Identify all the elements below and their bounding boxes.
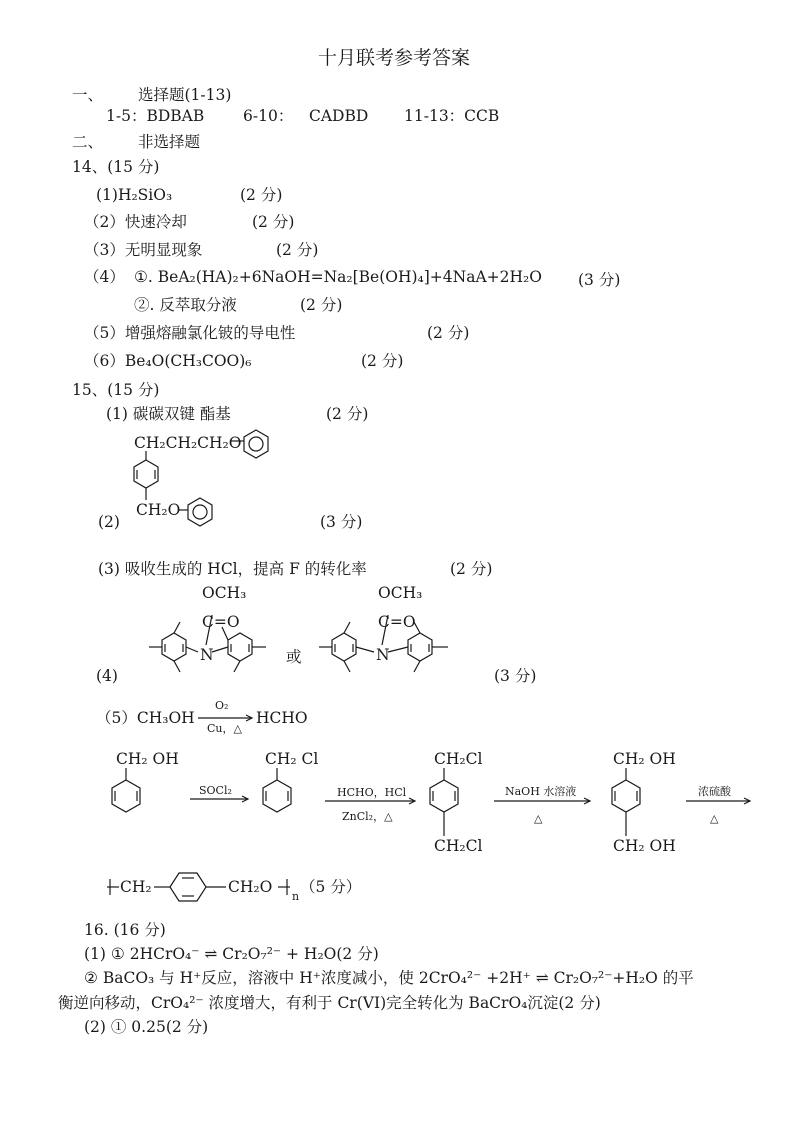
section-label: 选择题(1-13)	[138, 86, 232, 104]
section-number: 二、	[72, 133, 104, 151]
q15-score-3: (2 分)	[450, 560, 493, 578]
q15-4-n-b: N	[376, 646, 390, 664]
q14-score-2: (2 分)	[252, 213, 295, 231]
route-arrow-3-cond-bot: △	[534, 812, 543, 825]
q15-5-product: HCHO	[256, 709, 308, 727]
q14-answer-1: (1)H₂SiO₃	[96, 186, 173, 204]
q15-score-4: (3 分)	[494, 667, 537, 685]
q14-answer-5: （5）增强熔融氯化铍的导电性	[84, 324, 296, 342]
route-4-bottom: CH₂ OH	[613, 837, 676, 855]
q15-score-2: (3 分)	[320, 513, 363, 531]
q14-score-6: (2 分)	[361, 352, 404, 370]
q15-5-cond-bot: Cu，△	[207, 722, 242, 735]
q15-answer-3: (3) 吸收生成的 HCl，提高 F 的转化率	[98, 560, 367, 578]
section-number: 一、	[72, 86, 104, 104]
dichloride-ring	[430, 780, 458, 812]
q16-answer-1-1: (1) ① 2HCrO₄⁻ ⇌ Cr₂O₇²⁻ + H₂O(2 分)	[84, 945, 379, 963]
benzyl-alcohol-ring	[112, 780, 140, 812]
answer-6-10-label: 6-10：	[243, 107, 294, 125]
q14-answer-3: （3）无明显现象	[84, 241, 203, 259]
q14-score-4b: (2 分)	[300, 296, 343, 314]
answer-11-13: 11-13：CCB	[404, 107, 500, 125]
polymer-left-group: CH₂	[120, 878, 152, 896]
q15-2-top-chain: CH₂CH₂CH₂O	[134, 434, 242, 452]
q15-4-co-b: C=O	[378, 613, 416, 631]
route-arrow-1-cond: SOCl₂	[199, 784, 232, 797]
q15-part-2: (2)	[98, 513, 120, 531]
q15-score-1: (2 分)	[326, 405, 369, 423]
page-title: 十月联考参考答案	[318, 47, 471, 69]
q15-4-structure-a	[149, 615, 266, 672]
route-3-top: CH₂Cl	[434, 750, 483, 768]
q14-score-3: (2 分)	[276, 241, 319, 259]
benzyl-chloride-ring	[263, 780, 291, 812]
q16-heading: 16. (16 分)	[84, 921, 166, 939]
q15-4-or: 或	[286, 648, 302, 666]
q15-5-reactant: （5）CH₃OH	[96, 709, 195, 727]
q15-4-och3-a: OCH₃	[202, 584, 247, 602]
route-arrow-2-cond-top: HCHO，HCl	[337, 786, 407, 799]
q16-answer-1-2-line1: ② BaCO₃ 与 H⁺反应，溶液中 H⁺浓度减小，使 2CrO₄²⁻ +2H⁺ ⇌ Cr₂O₇²⁻+H₂O 的平	[84, 969, 694, 987]
q14-answer-2: （2）快速冷却	[84, 213, 187, 231]
phenyl-ring	[244, 430, 268, 458]
polymer-subscript-n: n	[292, 890, 300, 903]
q14-score-5: (2 分)	[427, 324, 470, 342]
q14-score-4a: (3 分)	[578, 271, 621, 289]
q15-score-5: （5 分）	[300, 878, 362, 896]
route-arrow-2-cond-bot: ZnCl₂，△	[342, 810, 393, 823]
route-4-top: CH₂ OH	[613, 750, 676, 768]
section-label: 非选择题	[138, 133, 201, 151]
q16-answer-1-2-line2: 衡逆向移动，CrO₄²⁻ 浓度增大，有利于 Cr(VI)完全转化为 BaCrO₄沉淀(2 分)	[58, 994, 601, 1012]
polymer-ring	[170, 873, 206, 901]
route-2-substituent: CH₂ Cl	[265, 750, 319, 768]
polymer-structure	[107, 873, 290, 901]
q15-5-cond-top: O₂	[215, 699, 229, 712]
q14-answer-4b: ②. 反萃取分液	[134, 296, 237, 314]
q15-2-structure	[134, 430, 268, 526]
route-3-bottom: CH₂Cl	[434, 837, 483, 855]
q14-part-4: （4）	[84, 268, 125, 286]
polymer-right-group: CH₂O	[228, 878, 273, 896]
q15-4-n-a: N	[200, 646, 214, 664]
q16-answer-2-1: (2) ① 0.25(2 分)	[84, 1018, 209, 1036]
q15-2-bottom-chain: CH₂O	[136, 501, 181, 519]
route-arrow-4-cond-top: 浓硫酸	[698, 785, 731, 798]
q15-part-4: (4)	[96, 667, 118, 685]
q15-4-co-a: C=O	[202, 613, 240, 631]
q14-heading: 14、(15 分)	[72, 158, 160, 176]
answer-1-5: 1-5：BDBAB	[106, 107, 205, 125]
route-1-substituent: CH₂ OH	[116, 750, 179, 768]
q14-score-1: (2 分)	[240, 186, 283, 204]
phenyl-ring	[188, 498, 212, 526]
q14-answer-6: （6）Be₄O(CH₃COO)₆	[84, 352, 252, 370]
route-arrow-4-cond-bot: △	[710, 812, 719, 825]
answer-6-10: CADBD	[309, 107, 369, 125]
q15-answer-1: (1) 碳碳双键 酯基	[106, 405, 231, 423]
q14-answer-4a: ①. BeA₂(HA)₂+6NaOH=Na₂[Be(OH)₄]+4NaA+2H₂O	[134, 268, 542, 286]
q15-4-och3-b: OCH₃	[378, 584, 423, 602]
q15-4-structure-b	[319, 615, 448, 672]
route-arrow-3-cond-top: NaOH 水溶液	[505, 785, 577, 798]
q15-heading: 15、(15 分)	[72, 381, 160, 399]
diol-ring	[612, 780, 640, 812]
route-molecules	[112, 768, 640, 836]
